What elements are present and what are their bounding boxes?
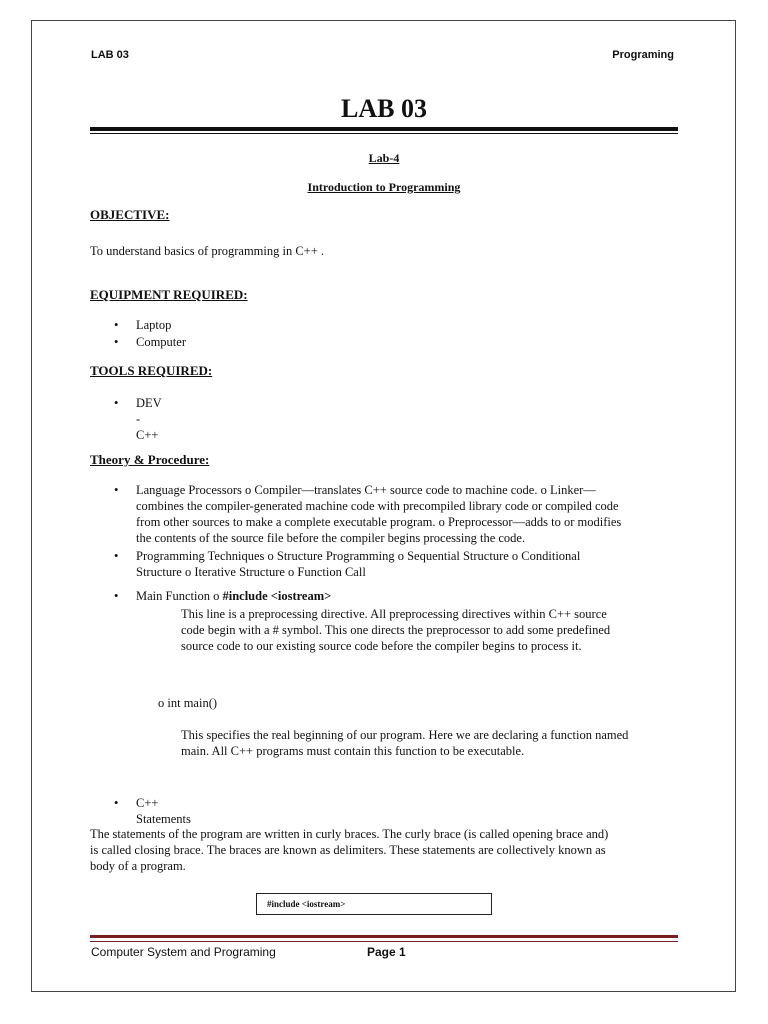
text-line: source code to our existing source code before the compiler begins to process it. <box>181 639 582 653</box>
intro-subtitle: Introduction to Programming <box>307 180 461 194</box>
equipment-item-label: Computer <box>136 335 186 349</box>
bullet-text <box>136 588 331 604</box>
tools-item-label: DEV - C++ <box>136 396 162 442</box>
lab-subtitle: Lab-4 <box>368 151 400 165</box>
bullet-dot: • <box>114 483 119 497</box>
text-line: Programming Techniques o Structure Programming o Sequential Structure o Conditional <box>136 549 581 563</box>
bullet-text <box>136 548 580 580</box>
tools-heading: TOOLS REQUIRED: <box>90 363 213 378</box>
text-line: is called closing brace. The braces are known as delimiters. These statements are collectively known as <box>90 843 606 857</box>
text-line: This line is a preprocessing directive. All preprocessing directives within C++ source <box>181 607 607 621</box>
page-number: Page 1 <box>367 945 406 959</box>
bullet-dot: • <box>114 549 119 563</box>
text-line: The statements of the program are written in curly braces. The curly brace (is called opening brace and) <box>90 827 609 841</box>
title-rule-thin <box>90 133 678 134</box>
page-title: LAB 03 <box>341 94 427 123</box>
header-right: Programing <box>612 49 674 61</box>
footer-left: Computer System and Programing <box>91 945 276 959</box>
text-line: Structure o Iterative Structure o Function Call <box>136 565 366 579</box>
bullet-dot: • <box>114 589 119 603</box>
footer-rule-thin <box>90 941 678 942</box>
text-line: main. All C++ programs must contain this function to be executable. <box>181 744 525 758</box>
bullet-dot: • <box>114 396 119 410</box>
objective-heading: OBJECTIVE: <box>90 207 170 222</box>
equipment-item-label: Laptop <box>136 318 172 332</box>
text-line: body of a program. <box>90 859 186 873</box>
text-line: from other sources to make a complete executable program. o Preprocessor—adds to or modifies <box>136 515 622 529</box>
include-description <box>181 606 610 654</box>
text-line: combines the compiler-generated machine code with precompiled library code or compiled code <box>136 499 619 513</box>
main-description <box>181 727 628 759</box>
theory-heading: Theory & Procedure: <box>90 452 210 467</box>
footer-rule-thick <box>90 935 678 938</box>
bullet-text: C++ Statements <box>136 796 191 826</box>
text-line: the contents of the source file before the compiler begins processing the code. <box>136 531 526 545</box>
bullet-dot: • <box>114 318 119 332</box>
text-prefix: Main Function o <box>136 589 223 603</box>
objective-text: To understand basics of programming in C++ . <box>90 244 325 258</box>
text-line: Language Processors o Compiler—translates C++ source code to machine code. o Linker— <box>136 483 596 497</box>
bullet-dot: • <box>114 796 119 810</box>
header-left: LAB 03 <box>91 49 129 61</box>
statements-paragraph <box>90 826 608 874</box>
int-main-line: o int main() <box>158 696 218 710</box>
include-directive: #include <iostream> <box>222 589 332 603</box>
equipment-heading: EQUIPMENT REQUIRED: <box>90 287 248 302</box>
bullet-dot: • <box>114 335 119 349</box>
text-line: This specifies the real beginning of our program. Here we are declaring a function named <box>181 728 629 742</box>
text-line: code begin with a # symbol. This one directs the preprocessor to add some predefined <box>181 623 611 637</box>
code-box: #include <iostream> <box>256 893 492 915</box>
title-rule-thick <box>90 127 678 131</box>
bullet-text <box>136 482 621 546</box>
